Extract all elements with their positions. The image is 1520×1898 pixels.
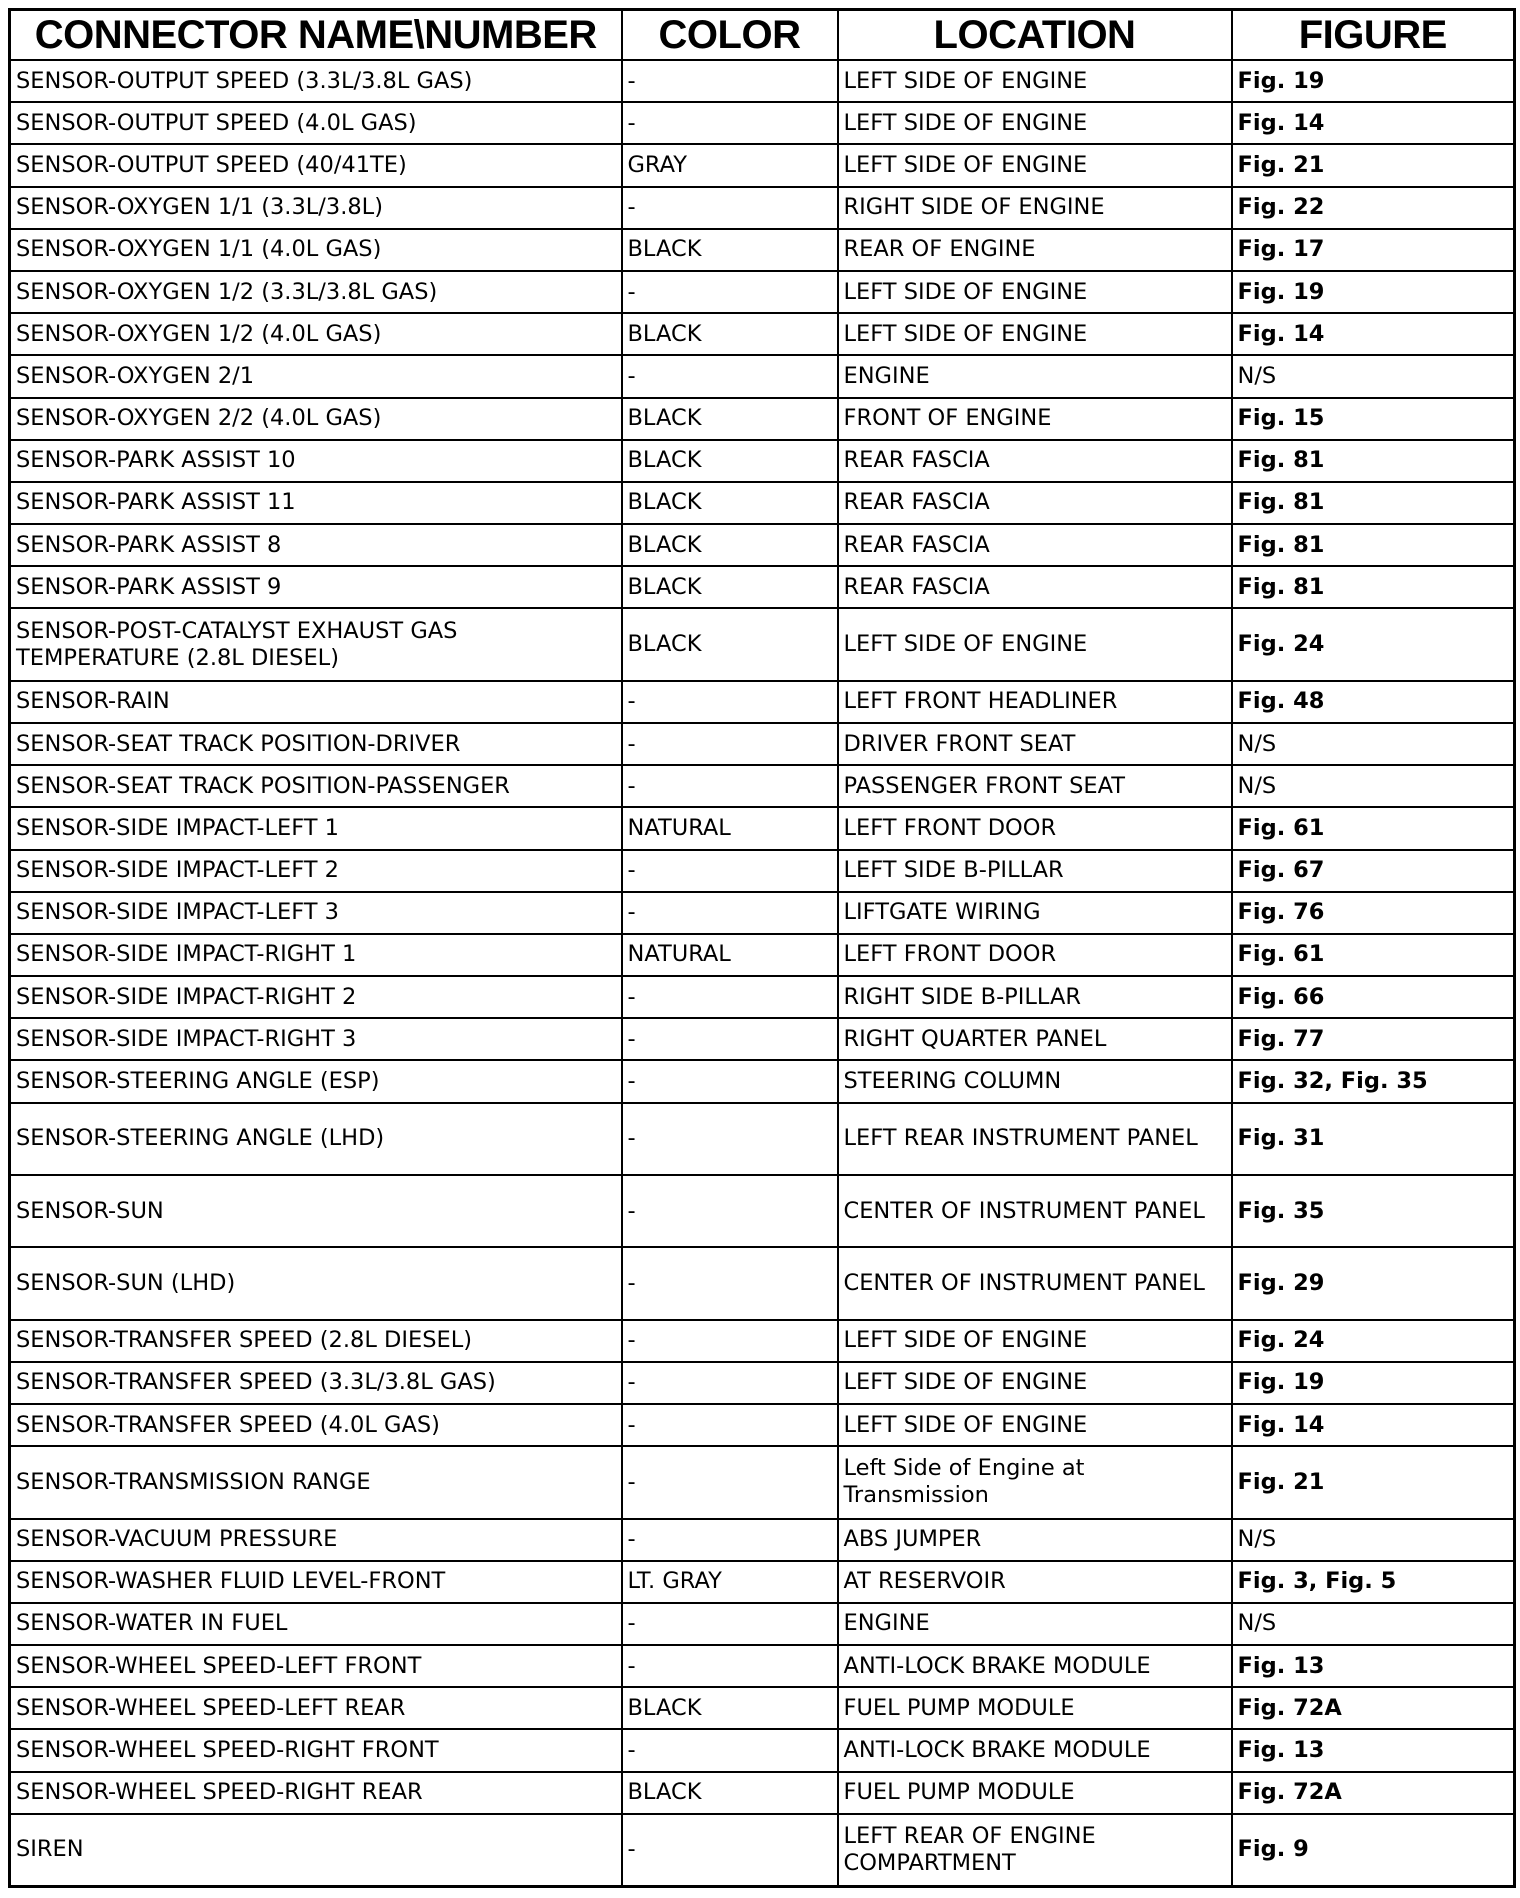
header-figure: FIGURE bbox=[1232, 10, 1515, 61]
cell-connector-name: SENSOR-OXYGEN 1/2 (3.3L/3.8L GAS) bbox=[10, 271, 622, 313]
table-row bbox=[10, 608, 1515, 680]
cell-color: BLACK bbox=[622, 524, 838, 566]
cell-color: GRAY bbox=[622, 144, 838, 186]
cell-location: REAR OF ENGINE bbox=[838, 229, 1232, 271]
cell-location: REAR FASCIA bbox=[838, 482, 1232, 524]
cell-color: - bbox=[622, 1446, 838, 1518]
cell-connector-name: SENSOR-TRANSFER SPEED (4.0L GAS) bbox=[10, 1404, 622, 1446]
cell-location: REAR FASCIA bbox=[838, 524, 1232, 566]
connector-table bbox=[8, 8, 1516, 1888]
cell-location: LEFT SIDE B-PILLAR bbox=[838, 850, 1232, 892]
cell-color: BLACK bbox=[622, 313, 838, 355]
cell-location: DRIVER FRONT SEAT bbox=[838, 723, 1232, 765]
cell-color: - bbox=[622, 1247, 838, 1319]
cell-color: - bbox=[622, 1603, 838, 1645]
cell-location: ANTI-LOCK BRAKE MODULE bbox=[838, 1729, 1232, 1771]
cell-figure: Fig. 35 bbox=[1232, 1175, 1515, 1247]
cell-color: - bbox=[622, 1729, 838, 1771]
table-row bbox=[10, 102, 1515, 144]
cell-figure: Fig. 32, Fig. 35 bbox=[1232, 1060, 1515, 1102]
cell-location: LEFT FRONT DOOR bbox=[838, 807, 1232, 849]
table-row bbox=[10, 313, 1515, 355]
cell-location: LEFT SIDE OF ENGINE bbox=[838, 102, 1232, 144]
table-row bbox=[10, 1175, 1515, 1247]
cell-connector-name: SENSOR-SIDE IMPACT-LEFT 2 bbox=[10, 850, 622, 892]
cell-figure: Fig. 61 bbox=[1232, 807, 1515, 849]
cell-connector-name: SENSOR-PARK ASSIST 9 bbox=[10, 566, 622, 608]
cell-figure: Fig. 81 bbox=[1232, 482, 1515, 524]
cell-location: LEFT REAR INSTRUMENT PANEL bbox=[838, 1103, 1232, 1175]
cell-color: LT. GRAY bbox=[622, 1561, 838, 1603]
table-row bbox=[10, 355, 1515, 397]
table-row bbox=[10, 229, 1515, 271]
cell-figure: Fig. 13 bbox=[1232, 1729, 1515, 1771]
table-row bbox=[10, 807, 1515, 849]
cell-connector-name: SENSOR-TRANSFER SPEED (3.3L/3.8L GAS) bbox=[10, 1362, 622, 1404]
cell-location: LEFT SIDE OF ENGINE bbox=[838, 1320, 1232, 1362]
cell-location: FRONT OF ENGINE bbox=[838, 398, 1232, 440]
cell-location: LEFT FRONT DOOR bbox=[838, 934, 1232, 976]
cell-connector-name: SENSOR-OXYGEN 1/2 (4.0L GAS) bbox=[10, 313, 622, 355]
cell-color: - bbox=[622, 892, 838, 934]
cell-color: BLACK bbox=[622, 440, 838, 482]
cell-color: - bbox=[622, 1018, 838, 1060]
cell-location: LEFT SIDE OF ENGINE bbox=[838, 1404, 1232, 1446]
cell-location: Left Side of Engine at Transmission bbox=[838, 1446, 1232, 1518]
cell-color: - bbox=[622, 1320, 838, 1362]
cell-color: - bbox=[622, 723, 838, 765]
cell-color: - bbox=[622, 1103, 838, 1175]
cell-connector-name: SENSOR-WHEEL SPEED-RIGHT REAR bbox=[10, 1772, 622, 1814]
cell-location: FUEL PUMP MODULE bbox=[838, 1687, 1232, 1729]
table-row bbox=[10, 1247, 1515, 1319]
table-row bbox=[10, 1320, 1515, 1362]
cell-color: - bbox=[622, 681, 838, 723]
cell-location: LEFT SIDE OF ENGINE bbox=[838, 60, 1232, 102]
table-row bbox=[10, 566, 1515, 608]
cell-connector-name: SENSOR-VACUUM PRESSURE bbox=[10, 1519, 622, 1561]
table-row bbox=[10, 976, 1515, 1018]
cell-figure: N/S bbox=[1232, 723, 1515, 765]
header-color: COLOR bbox=[622, 10, 838, 61]
cell-location: LEFT SIDE OF ENGINE bbox=[838, 271, 1232, 313]
cell-figure: Fig. 9 bbox=[1232, 1814, 1515, 1887]
table-row bbox=[10, 1561, 1515, 1603]
cell-connector-name: SENSOR-SIDE IMPACT-LEFT 3 bbox=[10, 892, 622, 934]
table-row bbox=[10, 524, 1515, 566]
cell-color: - bbox=[622, 1060, 838, 1102]
cell-color: NATURAL bbox=[622, 934, 838, 976]
cell-location: CENTER OF INSTRUMENT PANEL bbox=[838, 1175, 1232, 1247]
cell-connector-name: SENSOR-SIDE IMPACT-RIGHT 2 bbox=[10, 976, 622, 1018]
cell-connector-name: SENSOR-WATER IN FUEL bbox=[10, 1603, 622, 1645]
table-row bbox=[10, 681, 1515, 723]
cell-color: BLACK bbox=[622, 398, 838, 440]
cell-color: BLACK bbox=[622, 1687, 838, 1729]
cell-connector-name: SENSOR-SIDE IMPACT-RIGHT 1 bbox=[10, 934, 622, 976]
cell-figure: Fig. 72A bbox=[1232, 1772, 1515, 1814]
cell-figure: Fig. 81 bbox=[1232, 440, 1515, 482]
cell-location: CENTER OF INSTRUMENT PANEL bbox=[838, 1247, 1232, 1319]
table-row bbox=[10, 1687, 1515, 1729]
cell-connector-name: SENSOR-WHEEL SPEED-LEFT REAR bbox=[10, 1687, 622, 1729]
cell-color: - bbox=[622, 1404, 838, 1446]
cell-color: - bbox=[622, 1362, 838, 1404]
cell-color: - bbox=[622, 1814, 838, 1887]
cell-color: - bbox=[622, 1645, 838, 1687]
cell-location: PASSENGER FRONT SEAT bbox=[838, 765, 1232, 807]
cell-location: LEFT SIDE OF ENGINE bbox=[838, 608, 1232, 680]
cell-location: LEFT FRONT HEADLINER bbox=[838, 681, 1232, 723]
cell-location: FUEL PUMP MODULE bbox=[838, 1772, 1232, 1814]
table-row bbox=[10, 1603, 1515, 1645]
table-row bbox=[10, 144, 1515, 186]
cell-figure: Fig. 14 bbox=[1232, 313, 1515, 355]
cell-color: BLACK bbox=[622, 229, 838, 271]
table-row bbox=[10, 1060, 1515, 1102]
connector-table-page bbox=[8, 8, 1513, 1888]
cell-color: - bbox=[622, 1175, 838, 1247]
cell-figure: Fig. 72A bbox=[1232, 1687, 1515, 1729]
cell-figure: N/S bbox=[1232, 355, 1515, 397]
cell-figure: Fig. 21 bbox=[1232, 1446, 1515, 1518]
table-row bbox=[10, 850, 1515, 892]
cell-color: - bbox=[622, 1519, 838, 1561]
cell-location: RIGHT SIDE B-PILLAR bbox=[838, 976, 1232, 1018]
cell-location: REAR FASCIA bbox=[838, 566, 1232, 608]
table-row bbox=[10, 1772, 1515, 1814]
cell-location: LEFT SIDE OF ENGINE bbox=[838, 1362, 1232, 1404]
cell-connector-name: SENSOR-WASHER FLUID LEVEL-FRONT bbox=[10, 1561, 622, 1603]
cell-figure: Fig. 24 bbox=[1232, 1320, 1515, 1362]
table-row bbox=[10, 482, 1515, 524]
cell-connector-name: SENSOR-SIDE IMPACT-RIGHT 3 bbox=[10, 1018, 622, 1060]
cell-figure: Fig. 22 bbox=[1232, 187, 1515, 229]
cell-figure: Fig. 81 bbox=[1232, 524, 1515, 566]
cell-figure: Fig. 48 bbox=[1232, 681, 1515, 723]
cell-figure: Fig. 24 bbox=[1232, 608, 1515, 680]
table-row bbox=[10, 1519, 1515, 1561]
table-header-row bbox=[10, 10, 1515, 61]
cell-color: - bbox=[622, 187, 838, 229]
table-row bbox=[10, 398, 1515, 440]
cell-connector-name: SENSOR-SUN (LHD) bbox=[10, 1247, 622, 1319]
cell-connector-name: SENSOR-STEERING ANGLE (ESP) bbox=[10, 1060, 622, 1102]
table-row bbox=[10, 1404, 1515, 1446]
cell-figure: Fig. 14 bbox=[1232, 1404, 1515, 1446]
cell-figure: N/S bbox=[1232, 1519, 1515, 1561]
cell-connector-name: SENSOR-PARK ASSIST 10 bbox=[10, 440, 622, 482]
header-location: LOCATION bbox=[838, 10, 1232, 61]
cell-figure: Fig. 19 bbox=[1232, 60, 1515, 102]
cell-connector-name: SENSOR-SEAT TRACK POSITION-PASSENGER bbox=[10, 765, 622, 807]
cell-color: BLACK bbox=[622, 482, 838, 524]
cell-connector-name: SIREN bbox=[10, 1814, 622, 1887]
cell-figure: Fig. 19 bbox=[1232, 271, 1515, 313]
cell-connector-name: SENSOR-POST-CATALYST EXHAUST GAS TEMPERATURE (2.8L DIESEL) bbox=[10, 608, 622, 680]
header-connector-name: CONNECTOR NAME\NUMBER bbox=[10, 10, 622, 61]
cell-figure: N/S bbox=[1232, 1603, 1515, 1645]
cell-location: ABS JUMPER bbox=[838, 1519, 1232, 1561]
cell-location: ANTI-LOCK BRAKE MODULE bbox=[838, 1645, 1232, 1687]
table-row bbox=[10, 1362, 1515, 1404]
cell-figure: Fig. 31 bbox=[1232, 1103, 1515, 1175]
cell-figure: N/S bbox=[1232, 765, 1515, 807]
cell-figure: Fig. 21 bbox=[1232, 144, 1515, 186]
table-row bbox=[10, 765, 1515, 807]
cell-figure: Fig. 3, Fig. 5 bbox=[1232, 1561, 1515, 1603]
cell-color: - bbox=[622, 60, 838, 102]
cell-connector-name: SENSOR-STEERING ANGLE (LHD) bbox=[10, 1103, 622, 1175]
table-row bbox=[10, 1018, 1515, 1060]
cell-connector-name: SENSOR-TRANSMISSION RANGE bbox=[10, 1446, 622, 1518]
cell-figure: Fig. 77 bbox=[1232, 1018, 1515, 1060]
cell-connector-name: SENSOR-SEAT TRACK POSITION-DRIVER bbox=[10, 723, 622, 765]
table-row bbox=[10, 1814, 1515, 1887]
cell-connector-name: SENSOR-OUTPUT SPEED (40/41TE) bbox=[10, 144, 622, 186]
cell-figure: Fig. 14 bbox=[1232, 102, 1515, 144]
cell-location: ENGINE bbox=[838, 1603, 1232, 1645]
cell-location: LEFT REAR OF ENGINE COMPARTMENT bbox=[838, 1814, 1232, 1887]
table-row bbox=[10, 440, 1515, 482]
cell-figure: Fig. 13 bbox=[1232, 1645, 1515, 1687]
cell-figure: Fig. 19 bbox=[1232, 1362, 1515, 1404]
cell-color: - bbox=[622, 765, 838, 807]
cell-connector-name: SENSOR-SUN bbox=[10, 1175, 622, 1247]
cell-location: RIGHT QUARTER PANEL bbox=[838, 1018, 1232, 1060]
table-row bbox=[10, 1645, 1515, 1687]
cell-location: LIFTGATE WIRING bbox=[838, 892, 1232, 934]
table-row bbox=[10, 187, 1515, 229]
table-row bbox=[10, 892, 1515, 934]
table-row bbox=[10, 723, 1515, 765]
table-row bbox=[10, 271, 1515, 313]
cell-figure: Fig. 61 bbox=[1232, 934, 1515, 976]
table-row bbox=[10, 934, 1515, 976]
cell-connector-name: SENSOR-OXYGEN 2/1 bbox=[10, 355, 622, 397]
cell-connector-name: SENSOR-OUTPUT SPEED (3.3L/3.8L GAS) bbox=[10, 60, 622, 102]
cell-connector-name: SENSOR-OUTPUT SPEED (4.0L GAS) bbox=[10, 102, 622, 144]
cell-location: RIGHT SIDE OF ENGINE bbox=[838, 187, 1232, 229]
cell-connector-name: SENSOR-TRANSFER SPEED (2.8L DIESEL) bbox=[10, 1320, 622, 1362]
cell-color: - bbox=[622, 850, 838, 892]
cell-color: BLACK bbox=[622, 566, 838, 608]
cell-connector-name: SENSOR-PARK ASSIST 8 bbox=[10, 524, 622, 566]
cell-location: REAR FASCIA bbox=[838, 440, 1232, 482]
cell-color: - bbox=[622, 976, 838, 1018]
table-row bbox=[10, 1446, 1515, 1518]
cell-connector-name: SENSOR-PARK ASSIST 11 bbox=[10, 482, 622, 524]
cell-color: BLACK bbox=[622, 608, 838, 680]
cell-color: NATURAL bbox=[622, 807, 838, 849]
cell-location: LEFT SIDE OF ENGINE bbox=[838, 313, 1232, 355]
cell-connector-name: SENSOR-WHEEL SPEED-LEFT FRONT bbox=[10, 1645, 622, 1687]
table-row bbox=[10, 60, 1515, 102]
cell-connector-name: SENSOR-SIDE IMPACT-LEFT 1 bbox=[10, 807, 622, 849]
cell-figure: Fig. 15 bbox=[1232, 398, 1515, 440]
cell-color: BLACK bbox=[622, 1772, 838, 1814]
table-row bbox=[10, 1729, 1515, 1771]
cell-figure: Fig. 67 bbox=[1232, 850, 1515, 892]
cell-figure: Fig. 29 bbox=[1232, 1247, 1515, 1319]
cell-connector-name: SENSOR-WHEEL SPEED-RIGHT FRONT bbox=[10, 1729, 622, 1771]
cell-location: AT RESERVOIR bbox=[838, 1561, 1232, 1603]
cell-location: STEERING COLUMN bbox=[838, 1060, 1232, 1102]
cell-location: ENGINE bbox=[838, 355, 1232, 397]
cell-connector-name: SENSOR-RAIN bbox=[10, 681, 622, 723]
cell-figure: Fig. 81 bbox=[1232, 566, 1515, 608]
cell-location: LEFT SIDE OF ENGINE bbox=[838, 144, 1232, 186]
cell-color: - bbox=[622, 271, 838, 313]
table-row bbox=[10, 1103, 1515, 1175]
cell-figure: Fig. 17 bbox=[1232, 229, 1515, 271]
cell-connector-name: SENSOR-OXYGEN 1/1 (3.3L/3.8L) bbox=[10, 187, 622, 229]
cell-color: - bbox=[622, 102, 838, 144]
cell-figure: Fig. 76 bbox=[1232, 892, 1515, 934]
cell-color: - bbox=[622, 355, 838, 397]
cell-connector-name: SENSOR-OXYGEN 2/2 (4.0L GAS) bbox=[10, 398, 622, 440]
cell-figure: Fig. 66 bbox=[1232, 976, 1515, 1018]
cell-connector-name: SENSOR-OXYGEN 1/1 (4.0L GAS) bbox=[10, 229, 622, 271]
